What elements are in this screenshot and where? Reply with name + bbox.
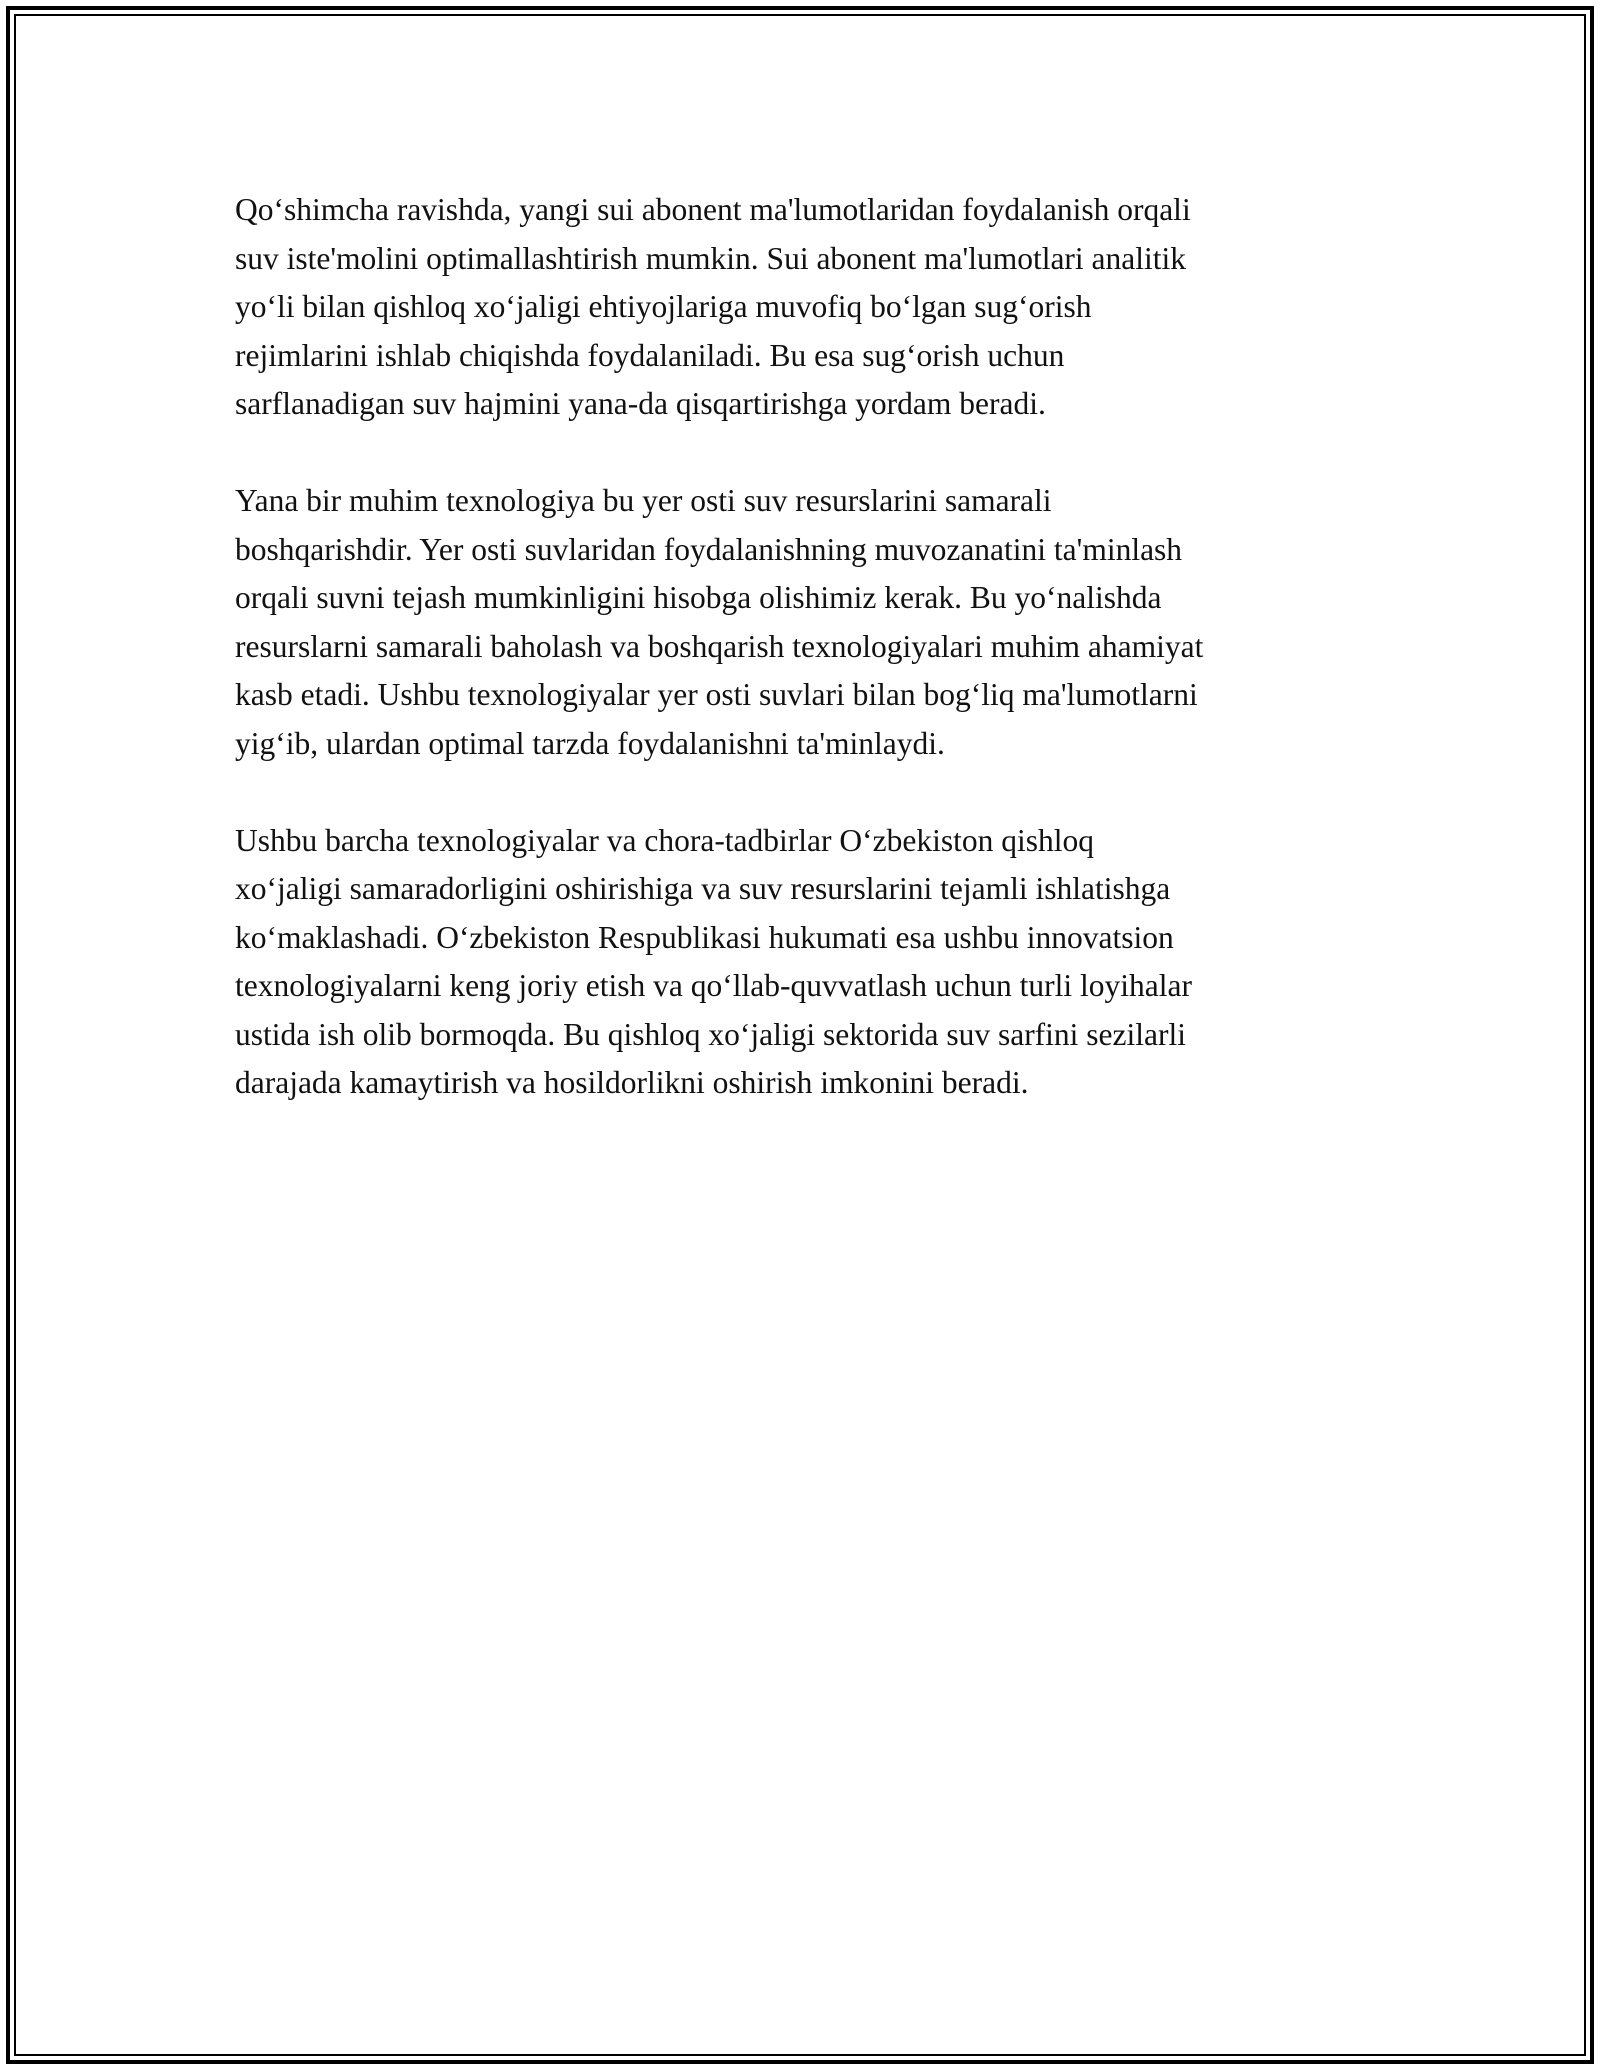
text-line: Yana bir muhim texnologiya bu yer osti suv resurslarini samarali (235, 483, 1052, 518)
text-line: yig‘ib, ulardan optimal tarzda foydalanishni ta'minlaydi. (235, 725, 945, 761)
text-line: kasb etadi. Ushbu texnologiyalar yer osti suvlari bilan bog‘liq ma'lumotlarni (235, 677, 1198, 712)
text-line: boshqarishdir. Yer osti suvlaridan foydalanishning muvozanatini ta'minlash (235, 531, 1183, 567)
text-line: rejimlarini ishlab chiqishda foydalaniladi. Bu esa sug‘orish uchun (235, 337, 1065, 373)
text-line: suv iste'molini optimallashtirish mumkin. Sui abonent ma'lumotlari analitik (235, 240, 1187, 276)
paragraph-2 (235, 477, 1375, 768)
text-line: resurslarni samarali baholash va boshqarish texnologiyalari muhim ahamiyat (235, 628, 1204, 664)
text-line: orqali suvni tejash mumkinligini hisobga olishimiz kerak. Bu yo‘nalishda (235, 580, 1162, 615)
text-line: darajada kamaytirish va hosildorlikni oshirish imkonini beradi. (235, 1065, 1029, 1100)
text-line: yo‘li bilan qishloq xo‘jaligi ehtiyojlariga muvofiq bo‘lgan sug‘orish (235, 289, 1092, 324)
text-line: Ushbu barcha texnologiyalar va chora-tadbirlar O‘zbekiston qishloq (235, 822, 1094, 858)
paragraph-3 (235, 817, 1375, 1108)
text-line: ko‘maklashadi. O‘zbekiston Respublikasi hukumati esa ushbu innovatsion (235, 919, 1174, 955)
text-line: Qo‘shimcha ravishda, yangi sui abonent ma'lumotlaridan foydalanish orqali (235, 192, 1191, 227)
text-line: sarflanadigan suv hajmini yana-da qisqartirishga yordam beradi. (235, 386, 1046, 421)
text-line: texnologiyalarni keng joriy etish va qo‘llab-quvvatlash uchun turli loyihalar (235, 968, 1193, 1003)
text-line: xo‘jaligi samaradorligini oshirishiga va suv resurslarini tejamli ishlatishga (235, 871, 1171, 906)
paragraph-1 (235, 186, 1375, 429)
text-line: ustida ish olib bormoqda. Bu qishloq xo‘jaligi sektorida suv sarfini sezilarli (235, 1016, 1186, 1052)
document-body (235, 186, 1375, 1156)
